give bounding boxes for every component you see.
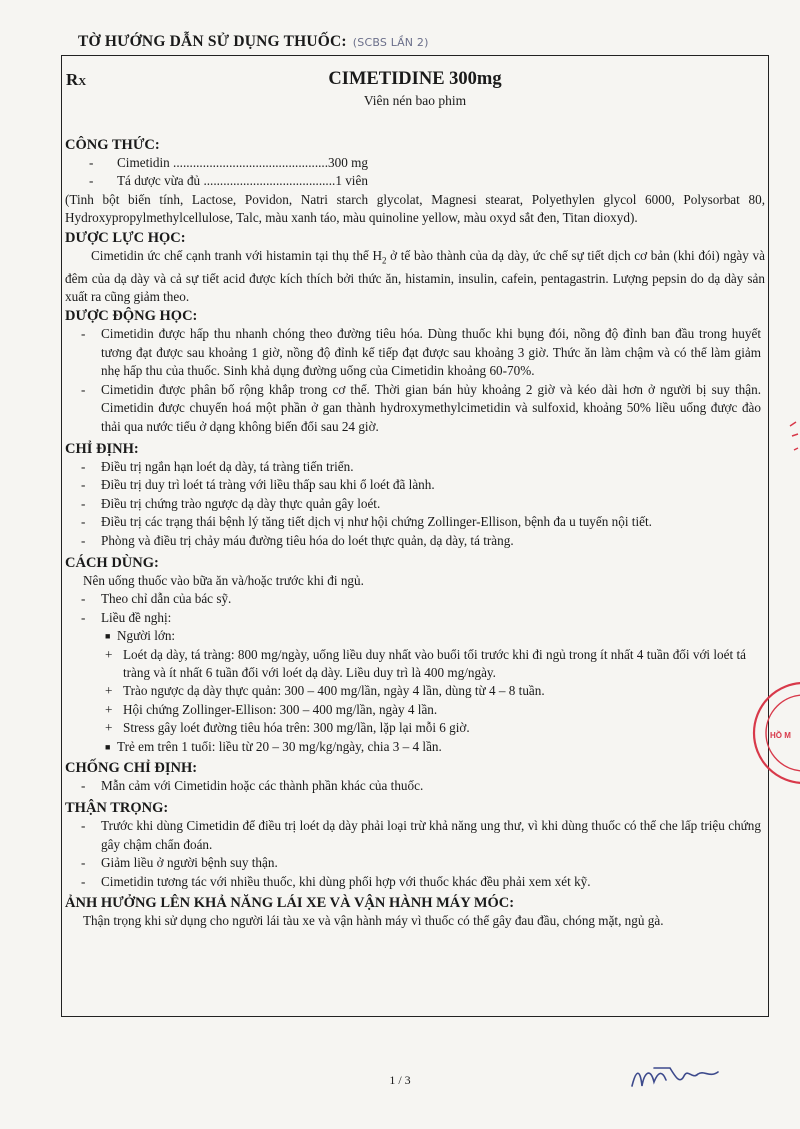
formula-line-text: Tá dược vừa đủ ........................................1 viên (117, 173, 368, 189)
plus-marker: + (105, 646, 113, 662)
pharmacodynamics-text (65, 247, 765, 307)
dosage-item-text: Stress gây loét đường tiêu hóa trên: 300 mg/lần, lặp lại mỗi 6 giờ. (123, 720, 470, 736)
red-stamp (752, 678, 800, 788)
list-item (65, 513, 765, 531)
usage-intro: Nên uống thuốc vào bữa ăn và/hoặc trước khi đi ngủ. (83, 572, 364, 588)
document-body (65, 135, 765, 930)
adult-label-text: Người lớn: (117, 628, 176, 644)
excipients-text: (Tinh bột biến tính, Lactose, Povidon, Natri starch glycolat, Magnesi stearat, Polyethylen glycol 6000, Polysorbat 80, Hydroxypropylmethylcellulose, Talc, màu xanh táo, màu quinoline yellow, màu oxyd sắt đen, Titan dioxyd). (65, 191, 765, 226)
signature (626, 1060, 726, 1096)
list-item (65, 476, 765, 494)
rx-label: R (66, 70, 79, 89)
pharmacodynamics-heading: DƯỢC LỰC HỌC: (65, 229, 186, 246)
list-item (65, 873, 765, 891)
dosage-item-text: Loét dạ dày, tá tràng: 800 mg/ngày, uống liều duy nhất vào buổi tối trước khi đi ngủ trong ít nhất 4 tuần đối với loét tá tràng và ít nhất 6 tuần đối với loét dạ dày. Liều duy trì là 400 mg/ngày. (123, 646, 746, 680)
list-dash: - (81, 326, 86, 342)
list-dash: - (89, 173, 94, 189)
list-item (65, 609, 765, 627)
list-item-text: Liều đề nghị: (101, 609, 172, 625)
formula-heading: CÔNG THỨC: (65, 137, 160, 153)
list-item-text: Cimetidin được hấp thu nhanh chóng theo đường tiêu hóa. Dùng thuốc khi bụng đói, nồng độ đỉnh ban đầu trong huyết tương đạt được sau khoảng 1 giờ, nồng độ đỉnh kế tiếp đạt được sau khoảng 3 giờ. Thức ăn làm chậm và có thể làm giảm nhẹ hấp thu của thuốc. Sinh khả dụng đường uống của Cimetidin khoảng 60-70%. (101, 326, 761, 379)
child-dosage (65, 738, 765, 756)
dosage-item-text: Trào ngược dạ dày thực quản: 300 – 400 mg/lần, ngày 4 lần, dùng từ 4 – 8 tuần. (123, 683, 545, 699)
list-dash: - (89, 155, 94, 170)
list-item (65, 777, 765, 795)
pharmacodynamics-subscript: 2 (381, 255, 387, 266)
list-item (65, 381, 765, 436)
driving-heading: ẢNH HƯỞNG LÊN KHẢ NĂNG LÁI XE VÀ VẬN HÀNH MÁY MÓC: (65, 895, 515, 912)
list-dash: - (81, 532, 86, 548)
list-item-text: Giảm liều ở người bệnh suy thận. (101, 855, 278, 871)
dosage-item (65, 719, 765, 737)
list-item-text: Theo chỉ dẫn của bác sỹ. (101, 591, 232, 607)
list-dash: - (81, 609, 86, 625)
plus-marker: + (105, 701, 113, 717)
list-dash: - (81, 591, 86, 607)
header-title (78, 33, 429, 51)
pharmacokinetics-heading: DƯỢC ĐỘNG HỌC: (65, 308, 198, 325)
list-dash: - (81, 381, 86, 397)
plus-marker: + (105, 720, 113, 736)
list-item (65, 590, 765, 608)
edge-stamp-fragment (782, 420, 800, 460)
drug-name: CIMETIDINE 300mg (328, 69, 502, 89)
list-item (65, 495, 765, 513)
formula-line (65, 154, 765, 172)
dosage-item (65, 701, 765, 719)
dosage-item-text: Hội chứng Zollinger-Ellison: 300 – 400 mg/lần, ngày 4 lần. (123, 701, 438, 717)
dosage-item (65, 682, 765, 700)
usage-heading: CÁCH DÙNG: (65, 554, 159, 571)
list-item (65, 854, 765, 872)
list-dash: - (81, 855, 86, 871)
list-item-text: Cimetidin được phân bố rộng khắp trong cơ thể. Thời gian bán hủy khoảng 2 giờ và kéo dài hơn ở người bị suy thận. Cimetidin được chuyển hoá một phần ở gan thành hydroxymethylcimetidin và sulfoxid, khoảng 50% liều uống được đào thải qua nước tiểu ở dạng không biến đổi sau 24 giờ. (101, 381, 761, 434)
drug-form: Viên nén bao phim (363, 93, 467, 108)
page-number: 1 / 3 (389, 1073, 411, 1087)
list-dash: - (81, 477, 86, 493)
adult-dosage-label (65, 627, 765, 645)
list-dash: - (81, 778, 86, 794)
pharmacodynamics-text-b: ở tế bào thành của dạ dày, ức chế sự tiết dịch cơ bản (khi đói) ngày và đêm của dạ dày và cả sự tiết acid được kích thích bởi thức ăn, histamin, insulin, cafein, pentagastrin. Lượng pepsin do dạ dày sản xuất ra cũng giảm theo. (65, 247, 765, 305)
list-item-text: Điều trị duy trì loét tá tràng với liều thấp sau khi ổ loét đã lành. (101, 477, 435, 493)
contraindications-heading: CHỐNG CHỈ ĐỊNH: (65, 760, 198, 777)
list-item (65, 532, 765, 550)
list-item-text: Trước khi dùng Cimetidin để điều trị loét dạ dày phải loại trừ khả năng ung thư, vì khi dùng thuốc có thể che lấp triệu chứng gây chậm chẩn đoán. (101, 818, 761, 852)
square-bullet-icon: ■ (105, 741, 111, 752)
formula-line (65, 172, 765, 190)
driving-text: Thận trọng khi sử dụng cho người lái tàu xe và vận hành máy vì thuốc có thể gây đau đầu, chóng mặt, ngủ gà. (83, 913, 664, 929)
list-item (65, 325, 765, 380)
list-item-text: Mẫn cảm với Cimetidin hoặc các thành phần khác của thuốc. (101, 778, 424, 794)
list-dash: - (81, 458, 86, 474)
rx-subscript: X (78, 76, 87, 88)
list-item-text: Cimetidin tương tác với nhiều thuốc, khi dùng phối hợp với thuốc khác đều phải xem xét kỹ. (101, 873, 591, 889)
square-bullet-icon: ■ (105, 631, 111, 642)
list-item-text: Phòng và điều trị chảy máu đường tiêu hóa do loét thực quản, dạ dày, tá tràng. (101, 532, 514, 548)
indications-heading: CHỈ ĐỊNH: (65, 440, 139, 457)
list-item (65, 817, 765, 854)
list-dash: - (81, 873, 86, 889)
dosage-item (65, 646, 765, 683)
list-item-text: Điều trị chứng trào ngược dạ dày thực quản gây loét. (101, 495, 381, 511)
list-item (65, 458, 765, 476)
header-title-text: TỜ HƯỚNG DẪN SỬ DỤNG THUỐC: (78, 33, 347, 50)
list-dash: - (81, 818, 86, 834)
formula-line-text: Cimetidin ...............................................300 mg (117, 155, 368, 170)
list-item-text: Điều trị các trạng thái bệnh lý tăng tiết dịch vị như hội chứng Zollinger-Ellison, bệnh đa u tuyến nội tiết. (101, 514, 652, 530)
list-dash: - (81, 495, 86, 511)
stamp-text: HỒ M (770, 731, 791, 740)
child-dosage-text: Trẻ em trên 1 tuổi: liều từ 20 – 30 mg/kg/ngày, chia 3 – 4 lần. (117, 738, 442, 754)
handwritten-note: (SCBS LẦN 2) (352, 36, 429, 49)
plus-marker: + (105, 683, 113, 699)
precautions-heading: THẬN TRỌNG: (65, 800, 169, 817)
pharmacodynamics-text-a: Cimetidin ức chế cạnh tranh với histamin tại thụ thể H (91, 247, 382, 263)
list-dash: - (81, 514, 86, 530)
list-item-text: Điều trị ngắn hạn loét dạ dày, tá tràng tiến triển. (101, 458, 354, 474)
